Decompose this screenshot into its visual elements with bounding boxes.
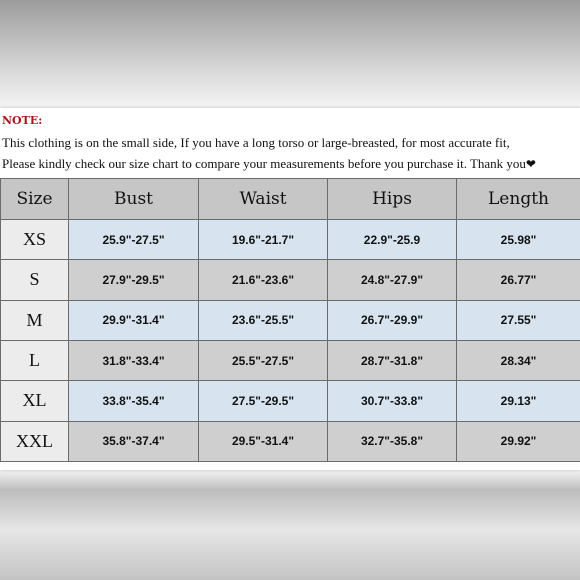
header-size: Size: [1, 179, 69, 220]
waist-value: 19.6"-21.7": [199, 220, 328, 260]
hips-value: 30.7"-33.8": [328, 381, 457, 421]
table-row: [1, 260, 580, 300]
table-row: [1, 220, 580, 260]
table-row: [1, 421, 580, 461]
bust-value: 31.8"-33.4": [69, 340, 199, 380]
hips-value: 24.8"-27.9": [328, 260, 457, 300]
waist-value: 25.5"-27.5": [199, 340, 328, 380]
size-chart-sheet: [0, 108, 580, 470]
heart-icon: ❤: [525, 157, 536, 171]
size-label: M: [1, 300, 69, 340]
note-line-2: [2, 156, 536, 172]
header-waist: Waist: [199, 179, 328, 220]
bust-value: 29.9"-31.4": [69, 300, 199, 340]
size-label: L: [1, 340, 69, 380]
length-value: 29.13": [457, 381, 580, 421]
length-value: 29.92": [457, 421, 580, 461]
note-line-1: This clothing is on the small side, If you have a long torso or large-breasted, for most accurate fit,: [2, 135, 510, 150]
bust-value: 25.9"-27.5": [69, 220, 199, 260]
note-title: NOTE:: [2, 114, 43, 127]
hips-value: 32.7"-35.8": [328, 421, 457, 461]
table-row: [1, 300, 580, 340]
waist-value: 23.6"-25.5": [199, 300, 328, 340]
table-row: [1, 381, 580, 421]
length-value: 27.55": [457, 300, 580, 340]
hips-value: 22.9"-25.9: [328, 220, 457, 260]
size-table: [0, 178, 580, 462]
length-value: 28.34": [457, 340, 580, 380]
waist-value: 27.5"-29.5": [199, 381, 328, 421]
header-length: Length: [457, 179, 580, 220]
size-label: XS: [1, 220, 69, 260]
size-label: XL: [1, 381, 69, 421]
size-label: XXL: [1, 421, 69, 461]
size-label: S: [1, 260, 69, 300]
bust-value: 35.8"-37.4": [69, 421, 199, 461]
length-value: 25.98": [457, 220, 580, 260]
bust-value: 27.9"-29.5": [69, 260, 199, 300]
header-hips: Hips: [328, 179, 457, 220]
length-value: 26.77": [457, 260, 580, 300]
waist-value: 29.5"-31.4": [199, 421, 328, 461]
table-header-row: [1, 179, 580, 220]
hips-value: 28.7"-31.8": [328, 340, 457, 380]
note-line-2-text: Please kindly check our size chart to compare your measurements before you purchase it. Thank you: [2, 156, 526, 171]
table-row: [1, 340, 580, 380]
hips-value: 26.7"-29.9": [328, 300, 457, 340]
bust-value: 33.8"-35.4": [69, 381, 199, 421]
header-bust: Bust: [69, 179, 199, 220]
waist-value: 21.6"-23.6": [199, 260, 328, 300]
